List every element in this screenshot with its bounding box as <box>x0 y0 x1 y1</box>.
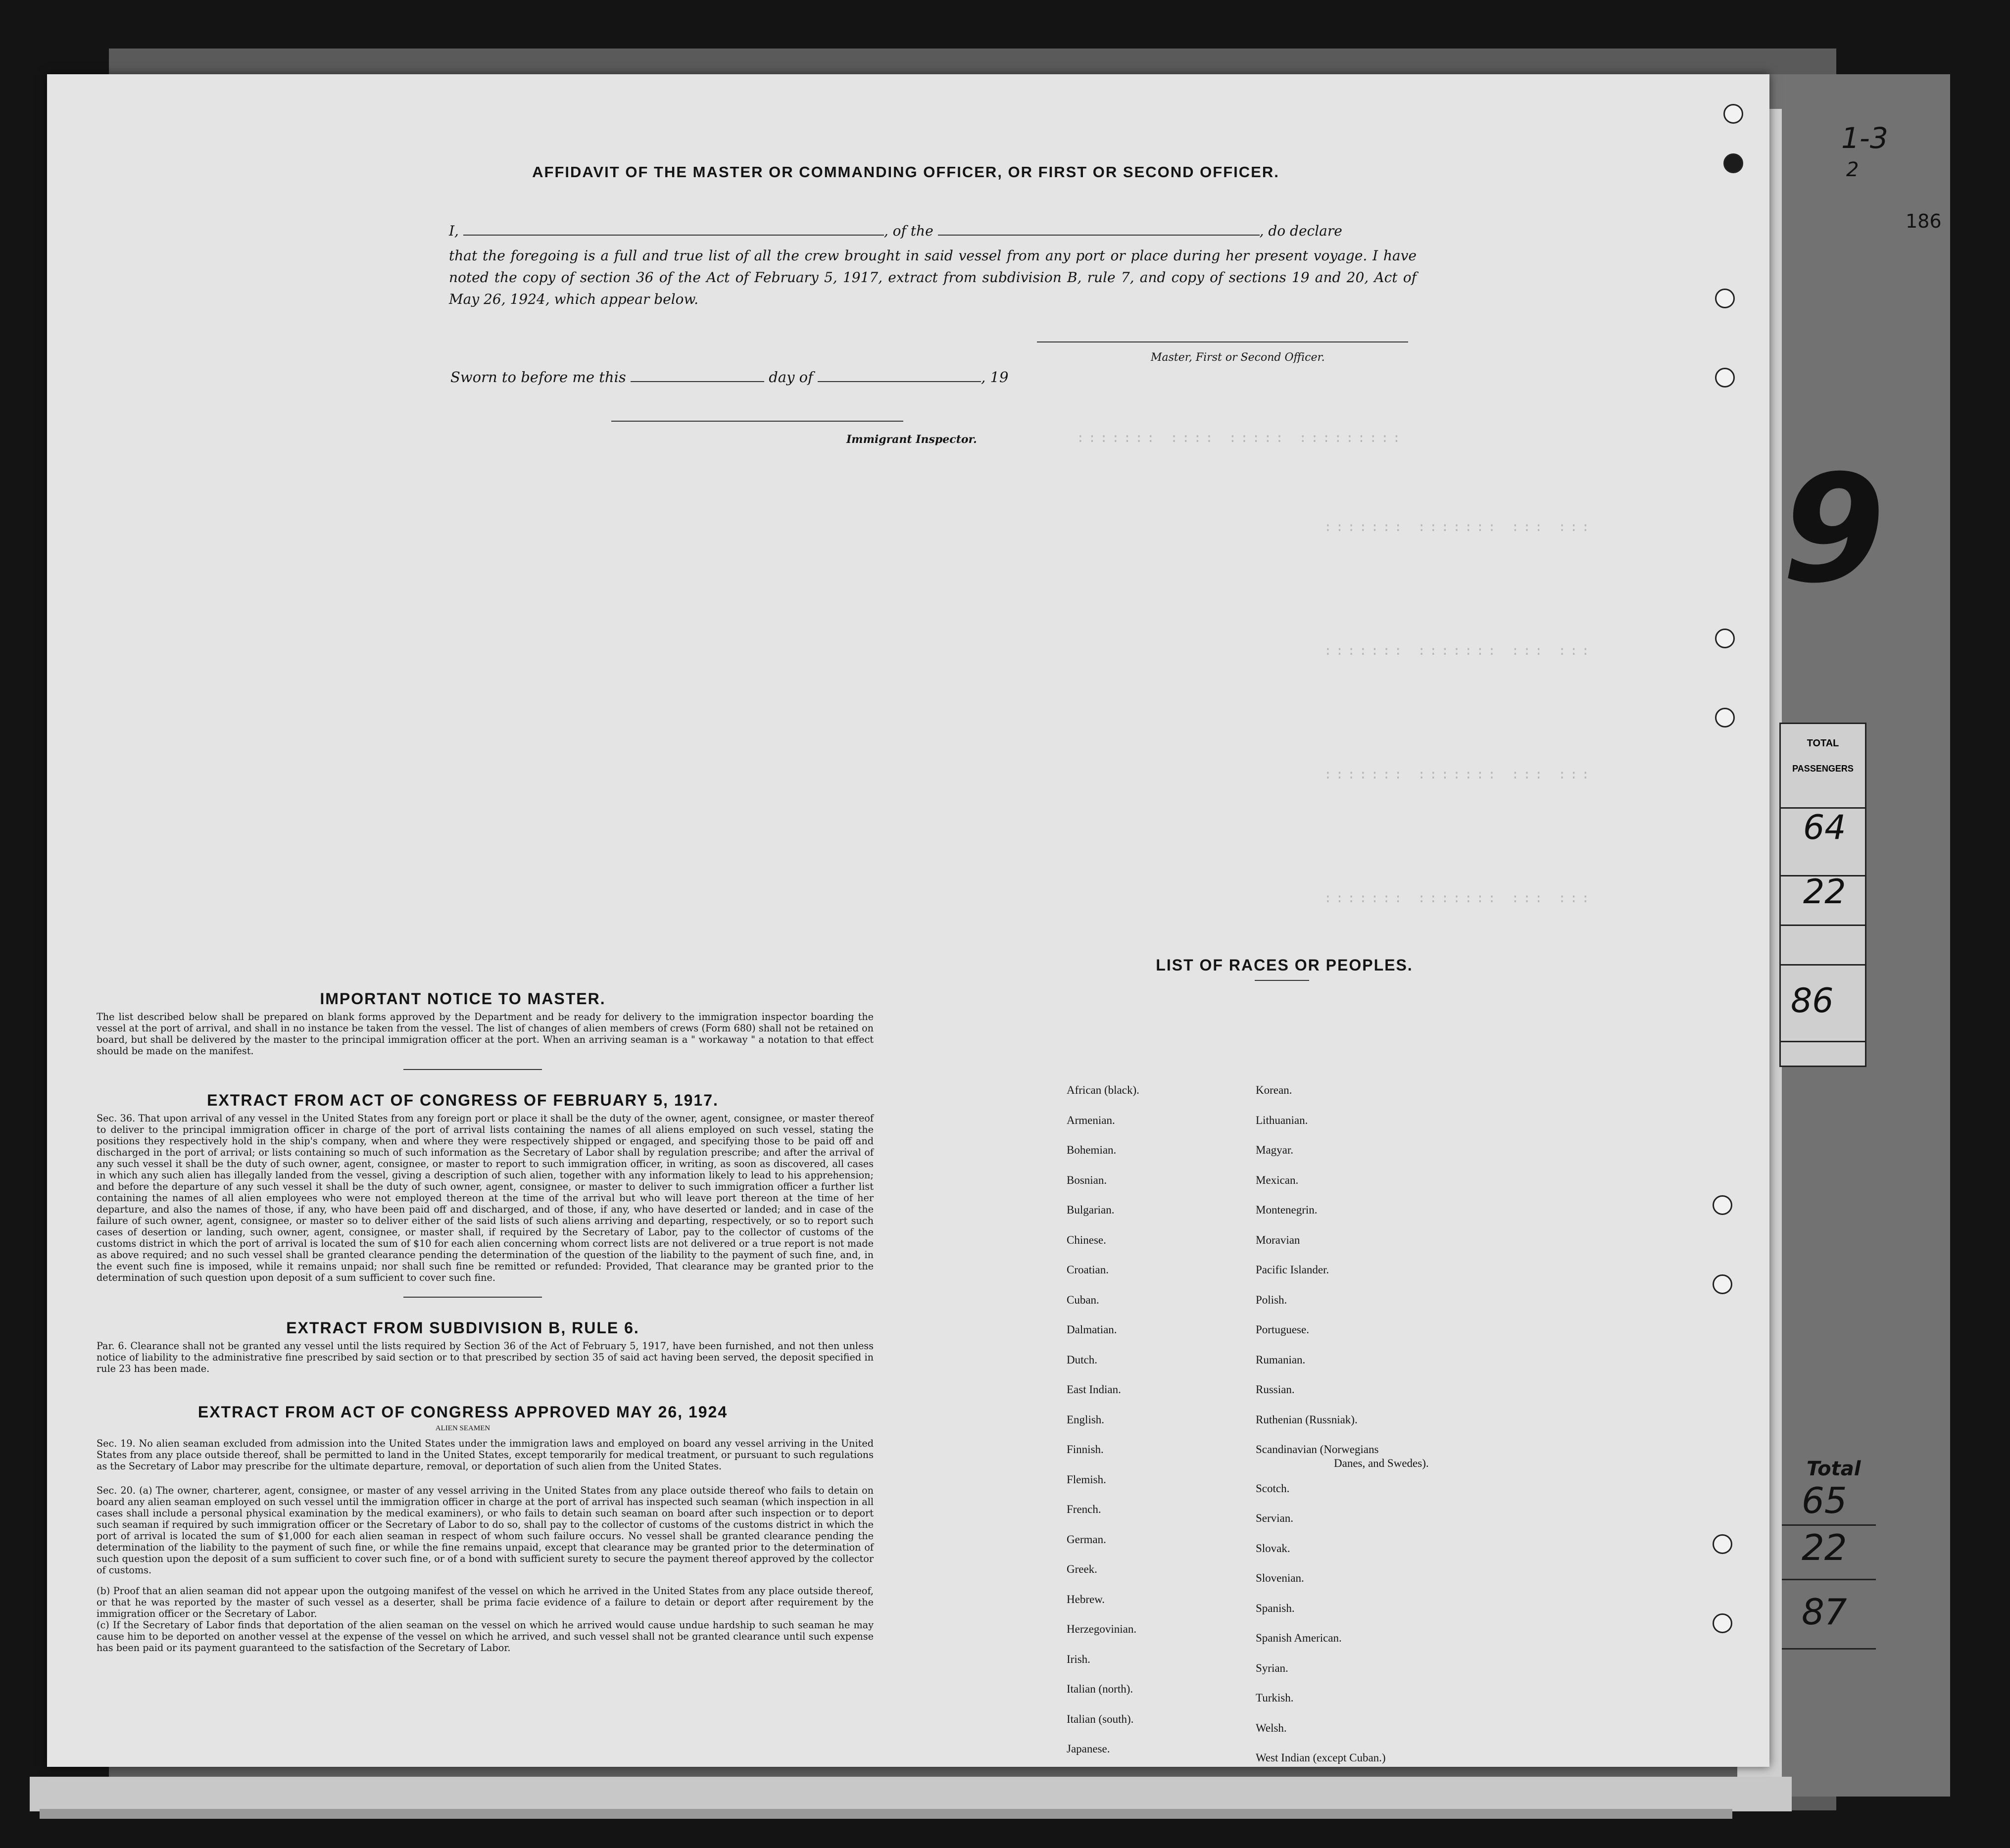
race-item: Mexican. <box>1256 1173 1299 1186</box>
affidavit-title: AFFIDAVIT OF THE MASTER OR COMMANDING OFFICER, OR FIRST OR SECOND OFFICER. <box>532 163 1279 181</box>
total-rule <box>1782 1524 1876 1526</box>
race-item: Armenian. <box>1067 1114 1115 1126</box>
punch-hole <box>1713 1195 1732 1215</box>
total-rule <box>1782 1579 1876 1580</box>
race-item: Moravian <box>1256 1233 1300 1246</box>
section-20b-text: (b) Proof that an alien seaman did not appear upon the outgoing manifest of the vessel on which he arrived in the United States from any place outside thereof, or that he was reported by the master of such vessel as a deserter, shall be prima facie evidence of a failure to detain or deport after requirement by the immigration officer or the Secretary of Labor. <box>97 1585 874 1619</box>
race-item: East Indian. <box>1067 1383 1121 1396</box>
race-item: Turkish. <box>1256 1692 1294 1704</box>
punch-hole <box>1715 629 1735 648</box>
sworn-prefix: Sworn to before me this <box>450 369 626 386</box>
race-item: Finnish. <box>1067 1443 1104 1456</box>
vessel-name-blank[interactable] <box>938 235 1260 236</box>
extract-1924-title: EXTRACT FROM ACT OF CONGRESS APPROVED MAY 26, 1924 <box>197 1403 728 1421</box>
race-item: Montenegrin. <box>1256 1204 1318 1216</box>
tally-rule <box>1781 964 1865 966</box>
tally-value-a: 64 <box>1803 808 1846 847</box>
race-item: Italian (north). <box>1067 1683 1133 1695</box>
total-value-a: 65 <box>1802 1480 1847 1521</box>
punch-hole <box>1713 1534 1732 1554</box>
tally-header-passengers: PASSENGERS <box>1792 764 1854 774</box>
race-item: Magyar. <box>1256 1144 1294 1156</box>
race-item: Bohemian. <box>1067 1144 1117 1156</box>
race-item: Hebrew. <box>1067 1593 1105 1605</box>
total-value-c: 87 <box>1802 1591 1847 1633</box>
races-title-underline <box>1255 980 1309 981</box>
corner-annotation-mid: 2 <box>1846 158 1859 181</box>
inspector-signature-line[interactable] <box>611 421 903 422</box>
race-item: Cuban. <box>1067 1293 1099 1306</box>
affidavit-declaration-body: that the foregoing is a full and true list of all the crew brought in said vessel from any port or place during her present voyage. I have noted the copy of section 36 of the Act of February 5, 1917, extract from subdivision B, rule 7, and copy of sections 19 and 20, Act of May 26, 1924, which appear below. <box>449 247 1417 307</box>
bleed-through-text: ::::::: ::::::: ::: ::: <box>1324 767 1594 782</box>
race-item: Slovak. <box>1256 1542 1290 1555</box>
sworn-date-blank[interactable] <box>631 381 764 382</box>
bleed-through-text: ::::::: ::::::: ::: ::: <box>1324 891 1594 906</box>
tally-header-total: TOTAL <box>1807 738 1839 749</box>
race-item: German. <box>1067 1533 1106 1546</box>
page-number: 186 <box>1906 210 1942 232</box>
extract-rule6-body: Par. 6. Clearance shall not be granted any vessel until the lists required by Section 36 of the Act of February 5, 1917, have been furnished, and not then unless notice of liability to the administrative fine prescribed by said section or to that prescribed by section 35 of said act having been served, the deposit specified in rule 23 has been made. <box>97 1340 874 1374</box>
race-item: African (black). <box>1067 1084 1139 1096</box>
race-item: Russian. <box>1256 1383 1295 1396</box>
sworn-day-label: day of <box>769 369 813 386</box>
tally-value-c: 86 <box>1791 981 1834 1021</box>
race-item: Dutch. <box>1067 1353 1097 1366</box>
race-item: English. <box>1067 1413 1105 1426</box>
punch-hole <box>1715 368 1735 388</box>
extract-1917-title: EXTRACT FROM ACT OF CONGRESS OF FEBRUARY 5, 1917. <box>207 1091 719 1109</box>
bleed-through-text: ::::::: ::::::: ::: ::: <box>1324 520 1594 535</box>
race-item: Lithuanian. <box>1256 1114 1308 1126</box>
notice-title: IMPORTANT NOTICE TO MASTER. <box>320 990 606 1008</box>
total-label: Total <box>1807 1458 1861 1480</box>
punch-hole <box>1723 104 1743 124</box>
race-item: Scandinavian (Norwegians <box>1256 1443 1379 1456</box>
section-19-text: Sec. 19. No alien seaman excluded from admission into the United States under the immigration laws and employed on board any vessel arriving in the United States from any place outside thereof, shall be permitted to land in the United States, except temporarily for medical treatment, or pursuant to such regulations as the Secretary of Labor may prescribe for the ultimate departure, removal, or deportation of such alien from the United States. <box>97 1438 874 1472</box>
race-item: Flemish. <box>1067 1473 1106 1486</box>
notice-body: The list described below shall be prepared on blank forms approved by the Department and be ready for delivery to the immigration inspector boarding the vessel at the port of arrival, and shall in no instance be taken from the vessel. The list of changes of alien members of crews (Form 680) shall not be retained on board, but shall be delivered by the master to the principal immigration officer at the port. When an arriving seaman is a " workaway " a notation to that effect should be made on the manifest. <box>97 1011 874 1057</box>
section-20a-text: Sec. 20. (a) The owner, charterer, agent, consignee, or master of any vessel arriving in the United States from any place outside thereof who fails to detain on board any alien seaman employed on such vessel until the immigration officer in charge at the port of arrival has inspected such seaman (which inspection in all cases shall include a personal physical examination by the medical examiners), or who fails to detain such seaman on board after such inspection or to deport such seaman if required by such immigration officer or the Secretary of Labor to do so, shall pay to the collector of customs of the customs district in which the port of arrival is located the sum of $1,000 for each alien seaman in respect of whom such failure occurs. No vessel shall be granted clearance pending the determination of the liability to the payment of such fine, or while the fine remains unpaid, except that clearance may be granted prior to the determination of such question upon the deposit of a sum sufficient to cover such fine, or of a bond with sufficient surety to secure the payment thereof approved by the collector of customs. <box>97 1485 874 1576</box>
tally-rule <box>1781 1041 1865 1042</box>
declaration-declare: , do declare <box>1259 223 1342 239</box>
race-item: West Indian (except Cuban.) <box>1256 1751 1386 1764</box>
race-item: Dalmatian. <box>1067 1323 1117 1336</box>
race-item: Spanish American. <box>1256 1632 1342 1644</box>
race-item: Bosnian. <box>1067 1173 1107 1186</box>
tally-value-b: 22 <box>1803 873 1846 912</box>
affidavit-page <box>47 74 1769 1767</box>
passenger-tally-box <box>1779 723 1866 1067</box>
race-item: French. <box>1067 1503 1101 1515</box>
master-signature-line[interactable] <box>1037 341 1408 342</box>
race-item: Herzegovinian. <box>1067 1623 1137 1635</box>
race-item: Syrian. <box>1256 1661 1288 1674</box>
total-value-b: 22 <box>1802 1527 1847 1568</box>
race-item: Korean. <box>1256 1084 1292 1096</box>
race-item: Portuguese. <box>1256 1323 1309 1336</box>
tally-rule <box>1781 924 1865 926</box>
extract-1917-body: Sec. 36. That upon arrival of any vessel in the United States from any foreign port or place it shall be the duty of the owner, agent, consignee, or master thereof to deliver to the principal immigration officer in charge of the port of arrival lists containing the names of all aliens employed on such vessel, stating the positions they respectively hold in the ship's company, when and where they were respectively shipped or engaged, and specifying those to be paid off and discharged in the port of arrival; or lists containing so much of such information as the Secretary of Labor shall by regulation prescribe; and after the arrival of any such vessel it shall be the duty of such owner, agent, consignee, or master to report to such immigration officer, in writing, as soon as discovered, all cases in which any such alien has illegally landed from the vessel, giving a description of such alien, together with any information likely to lead to his apprehension; and before the departure of any such vessel it shall be the duty of such owner, agent, consignee, or master to deliver to such immigration officer a further list containing the names of all alien employees who were not employed thereon at the time of the arrival but who will leave port thereon at the time of her departure, and also the names of those, if any, who have been paid off and discharged, and of those, if any, who have deserted or landed; and in case of the failure of such owner, agent, consignee, or master so to deliver either of the said lists of such aliens arriving and departing, respectively, or so to report such cases of desertion or landing, such owner, agent, consignee, or master shall, if required by the Secretary of Labor, pay to the collector of customs of the customs district in which the port of arrival is located the sum of $10 for each alien concerning whom correct lists are not delivered or a true report is not made as above required; and no such vessel shall be granted clearance pending the determination of the question of the liability to the payment of such fine, and, in the event such fine is imposed, while it remains unpaid; nor shall such fine be remitted or refunded: Provided, That clearance may be granted prior to the determination of such question upon deposit of a sum sufficient to cover such fine. <box>97 1113 874 1283</box>
race-item: Ruthenian (Russniak). <box>1256 1413 1358 1426</box>
master-signature-label: Master, First or Second Officer. <box>1151 351 1325 364</box>
punch-hole <box>1723 153 1743 173</box>
punch-hole <box>1713 1613 1732 1633</box>
race-item: Polish. <box>1256 1293 1287 1306</box>
race-item: Italian (south). <box>1067 1712 1134 1725</box>
race-item: Croatian. <box>1067 1264 1109 1276</box>
section-20c-text: (c) If the Secretary of Labor finds that deportation of the alien seaman on the vessel on which he arrived would cause undue hardship to such seaman he may cause him to be deported on another vessel at the expense of the vessel on which he arrived, and such vessel shall not be granted clearance until such expense has been paid or its payment guaranteed to the satisfaction of the Secretary of Labor. <box>97 1619 874 1653</box>
race-item: Welsh. <box>1256 1721 1287 1734</box>
race-item: Slovenian. <box>1256 1572 1304 1584</box>
race-item: Rumanian. <box>1256 1353 1306 1366</box>
punch-hole <box>1715 708 1735 728</box>
punch-hole <box>1713 1274 1732 1294</box>
race-item: Scotch. <box>1256 1482 1290 1495</box>
page-stack-edge <box>30 1777 1792 1811</box>
races-title: LIST OF RACES OR PEOPLES. <box>1156 956 1413 974</box>
race-item: Servian. <box>1256 1512 1294 1524</box>
sworn-year-label: , 19 <box>981 369 1009 386</box>
race-item: Spanish. <box>1256 1602 1295 1614</box>
section-divider <box>403 1297 542 1298</box>
race-item: Chinese. <box>1067 1233 1106 1246</box>
sworn-line <box>450 369 1008 386</box>
inspector-label: Immigrant Inspector. <box>846 433 977 446</box>
corner-annotation-top: 1-3 <box>1841 121 1888 155</box>
punch-hole <box>1715 289 1735 308</box>
bleed-through-text: ::::::: :::: ::::: ::::::::: <box>1077 431 1405 445</box>
sworn-month-blank[interactable] <box>818 381 981 382</box>
affidavit-declaration-line <box>449 223 1419 239</box>
officer-name-blank[interactable] <box>463 235 884 236</box>
extract-rule6-title: EXTRACT FROM SUBDIVISION B, RULE 6. <box>286 1319 639 1337</box>
section-divider <box>403 1069 542 1070</box>
race-item: Japanese. <box>1067 1743 1110 1755</box>
declaration-of-the: , of the <box>883 223 933 239</box>
race-item: Irish. <box>1067 1653 1090 1665</box>
bleed-through-text: ::::::: ::::::: ::: ::: <box>1324 643 1594 658</box>
race-item: Bulgarian. <box>1067 1204 1115 1216</box>
race-scandinavian-continuation: Danes, and Swedes). <box>1334 1457 1429 1469</box>
total-rule <box>1782 1648 1876 1650</box>
race-item: Pacific Islander. <box>1256 1264 1329 1276</box>
page-stack-edge-shadow <box>40 1809 1732 1819</box>
declaration-i: I, <box>449 223 459 239</box>
handwritten-nine: 9 <box>1782 443 1885 616</box>
extract-1924-subtitle: ALIEN SEAMEN <box>435 1424 490 1432</box>
race-item: Greek. <box>1067 1563 1097 1575</box>
